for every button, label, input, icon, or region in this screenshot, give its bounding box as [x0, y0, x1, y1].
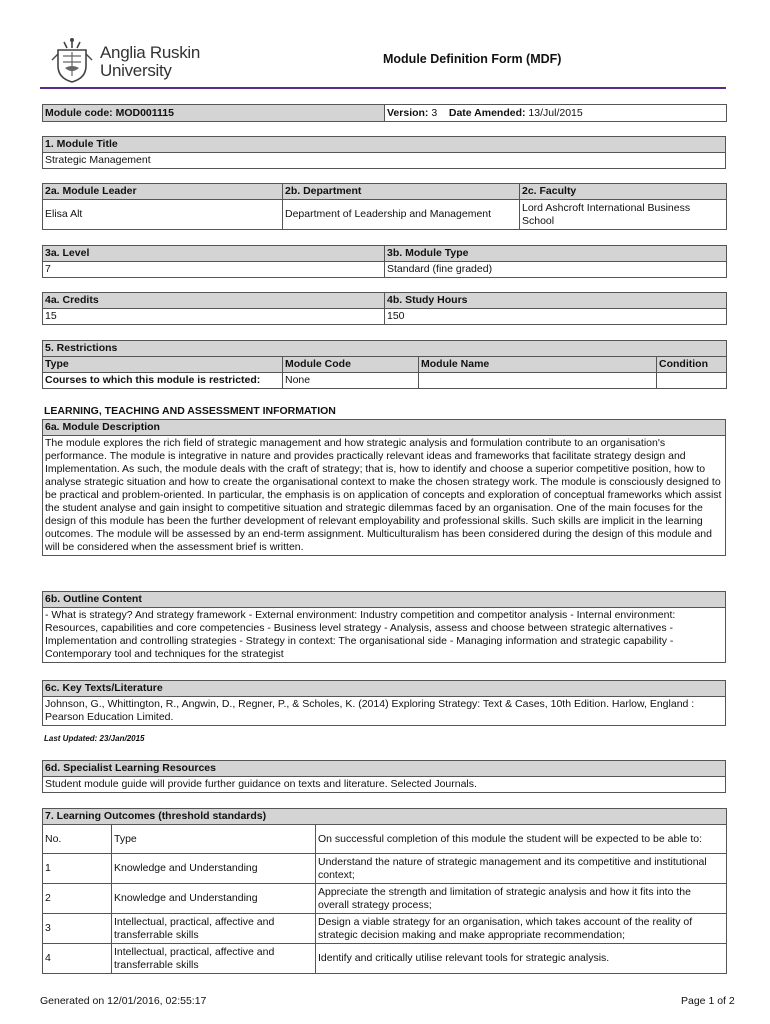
- credits-table: [42, 292, 727, 325]
- version-cell: [385, 105, 727, 122]
- date-amended-value: 13/Jul/2015: [528, 106, 583, 119]
- module-title-value: Strategic Management: [43, 153, 726, 169]
- department-value: Department of Leadership and Management: [283, 200, 520, 230]
- page-header: [40, 30, 726, 90]
- outcome-desc: Identify and critically utilise relevant tools for strategic analysis.: [316, 944, 727, 974]
- learning-resources-text: Student module guide will provide further guidance on texts and literature. Selected Journals.: [43, 777, 726, 793]
- module-type-heading: 3b. Module Type: [385, 246, 727, 262]
- credits-value: 15: [43, 309, 385, 325]
- module-code-label: Module code:: [45, 106, 113, 119]
- outline-content-heading: 6b. Outline Content: [43, 592, 726, 608]
- key-texts-text: Johnson, G., Whittington, R., Angwin, D., Regner, P., & Scholes, K. (2014) Exploring Strategy: Text & Cases, 10th Edition. Harlow, England : Pearson Education Limited.: [43, 697, 726, 726]
- level-value: 7: [43, 262, 385, 278]
- outcomes-col-desc: On successful completion of this module the student will be expected to be able to:: [316, 825, 727, 854]
- credits-heading: 4a. Credits: [43, 293, 385, 309]
- outcome-type: Intellectual, practical, affective and transferrable skills: [112, 914, 316, 944]
- form-title: Module Definition Form (MDF): [383, 52, 562, 66]
- outcome-no: 2: [43, 884, 112, 914]
- outcome-row: [43, 944, 727, 974]
- restrictions-row-condition: [657, 373, 727, 389]
- outcomes-col-no: No.: [43, 825, 112, 854]
- outcome-row: [43, 914, 727, 944]
- generated-timestamp: Generated on 12/01/2016, 02:55:17: [40, 995, 207, 1007]
- key-texts-heading: 6c. Key Texts/Literature: [43, 681, 726, 697]
- outcome-no: 1: [43, 854, 112, 884]
- module-description-text: The module explores the rich field of strategic management and how strategic analysis and formulation contribute to an organisation's performance. The module is integrative in nature and provides practically relevant ideas and frameworks that facilitate strategy design and Implementation. As such, the module deals with the craft of strategy; that is, how to identify and choose a superior competitive position, how to analyse strategic situation and how to create the organisational context to make the chosen strategy work. The module is consciously designed to be practical and problem-oriented. In particular, the emphasis is on application of concepts and exploration of conceptual frameworks which assist the student analyse and gain insight to competitive situation and strategic dilemmas faced by an organisation. One of the main focuses for the design of this module has been the further development of relevant employability and professional skills. Such skills are implicit in the learning outcomes. The module will be assessed by an end-term assignment. Multiculturalism has been considered during the design of this module and will be considered when the assessment brief is written.: [43, 436, 726, 556]
- restrictions-table: [42, 340, 727, 389]
- learning-resources-table: [42, 760, 726, 793]
- outcome-desc: Design a viable strategy for an organisation, which takes account of the reality of strategic decision making and make appropriate recommendation;: [316, 914, 727, 944]
- outcome-desc: Understand the nature of strategic management and its competitive and institutional context;: [316, 854, 727, 884]
- study-hours-heading: 4b. Study Hours: [385, 293, 727, 309]
- module-leader-value: Elisa Alt: [43, 200, 283, 230]
- restrictions-col-condition: Condition: [657, 357, 727, 373]
- lta-section-label: LEARNING, TEACHING AND ASSESSMENT INFORMATION: [44, 405, 336, 417]
- level-heading: 3a. Level: [43, 246, 385, 262]
- outcome-no: 4: [43, 944, 112, 974]
- outline-content-text: - What is strategy? And strategy framework - External environment: Industry competition and competitor analysis - Internal environment: Resources, capabilities and core competencies - Business level strategy - Analysis, assess and choose between strategic alternatives - Implementation and controlling strategies - Strategy in context: The organisational side - Managing information and strategic capability - Contemporary tool and techniques for the strategist: [43, 608, 726, 663]
- module-title-table: [42, 136, 726, 169]
- module-code-cell: [43, 105, 385, 122]
- restrictions-heading: 5. Restrictions: [43, 341, 727, 357]
- faculty-value: Lord Ashcroft International Business School: [520, 200, 727, 230]
- restrictions-col-code: Module Code: [283, 357, 419, 373]
- version-label: Version:: [387, 106, 429, 119]
- outcome-desc: Appreciate the strength and limitation of strategic analysis and how it fits into the overall strategy process;: [316, 884, 727, 914]
- outcome-type: Knowledge and Understanding: [112, 854, 316, 884]
- version-value: 3: [431, 106, 438, 119]
- module-type-value: Standard (fine graded): [385, 262, 727, 278]
- outcome-type: Intellectual, practical, affective and transferrable skills: [112, 944, 316, 974]
- module-leader-heading: 2a. Module Leader: [43, 184, 283, 200]
- restrictions-col-type: Type: [43, 357, 283, 373]
- module-title-heading: 1. Module Title: [43, 137, 726, 153]
- restrictions-col-name: Module Name: [419, 357, 657, 373]
- level-table: [42, 245, 727, 278]
- page-number: Page 1 of 2: [681, 995, 735, 1007]
- department-heading: 2b. Department: [283, 184, 520, 200]
- module-description-heading: 6a. Module Description: [43, 420, 726, 436]
- faculty-heading: 2c. Faculty: [520, 184, 727, 200]
- logo-line-2: University: [100, 61, 172, 80]
- module-leader-table: [42, 183, 727, 230]
- module-description-table: [42, 419, 726, 556]
- outcome-no: 3: [43, 914, 112, 944]
- date-amended-label: Date Amended:: [448, 106, 526, 119]
- university-logo: [50, 36, 230, 86]
- learning-outcomes-table: [42, 808, 727, 974]
- outcome-type: Knowledge and Understanding: [112, 884, 316, 914]
- learning-resources-heading: 6d. Specialist Learning Resources: [43, 761, 726, 777]
- outcomes-col-type: Type: [112, 825, 316, 854]
- restrictions-row-name: [419, 373, 657, 389]
- restrictions-row-value: None: [283, 373, 419, 389]
- restrictions-row-label: Courses to which this module is restricted:: [43, 373, 283, 389]
- key-texts-last-updated: Last Updated: 23/Jan/2015: [44, 734, 145, 743]
- outcome-row: [43, 884, 727, 914]
- module-code-table: [42, 104, 727, 122]
- outline-content-table: [42, 591, 726, 663]
- crest-icon: [50, 36, 94, 84]
- key-texts-table: [42, 680, 726, 726]
- learning-outcomes-heading: 7. Learning Outcomes (threshold standards): [43, 809, 727, 825]
- outcome-row: [43, 854, 727, 884]
- module-code-value: MOD001115: [115, 106, 174, 119]
- logo-line-1: Anglia Ruskin: [100, 43, 201, 62]
- study-hours-value: 150: [385, 309, 727, 325]
- header-divider: [40, 87, 726, 89]
